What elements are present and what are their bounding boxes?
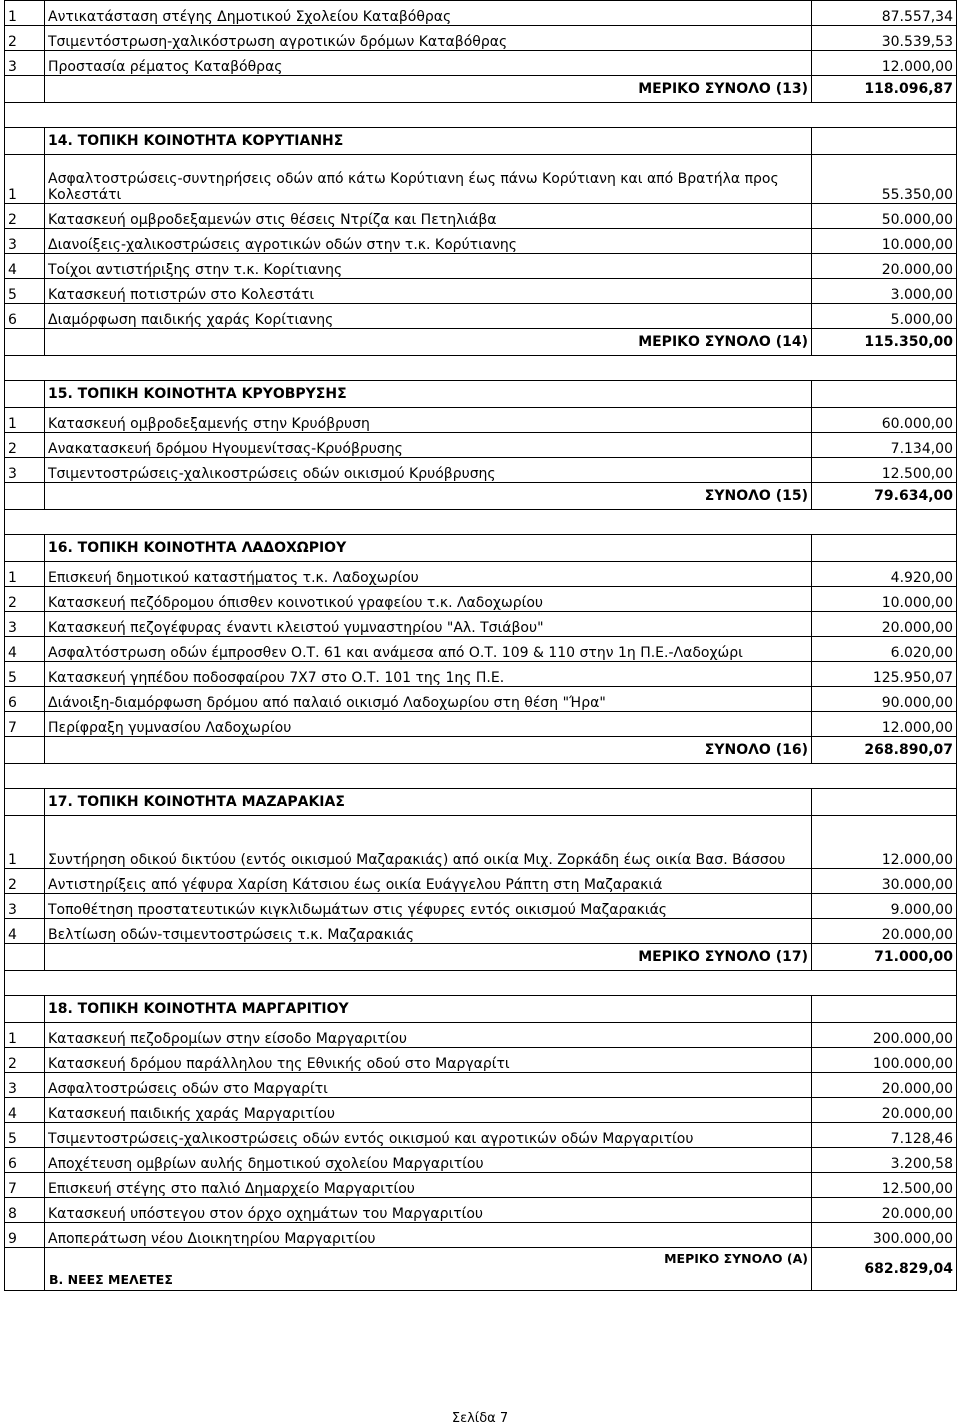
table-row <box>5 1173 957 1198</box>
final-row <box>5 1248 957 1291</box>
item-number: 3 <box>5 51 45 76</box>
item-amount: 12.500,00 <box>812 458 957 483</box>
subtotal-label: ΣΥΝΟΛΟ (16) <box>45 737 812 764</box>
empty-cell <box>5 971 957 996</box>
subtotal-label: ΜΕΡΙΚΟ ΣΥΝΟΛΟ (13) <box>45 76 812 103</box>
item-amount: 125.950,07 <box>812 662 957 687</box>
subtotal-amount: 682.829,04 <box>812 1248 957 1291</box>
blank-row <box>5 356 957 381</box>
subtotal-amount: 71.000,00 <box>812 944 957 971</box>
subtotal-amount: 118.096,87 <box>812 76 957 103</box>
item-number: 1 <box>5 1023 45 1048</box>
item-number: 2 <box>5 869 45 894</box>
table-row <box>5 304 957 329</box>
section-row <box>5 535 957 562</box>
item-description: Διαμόρφωση παιδικής χαράς Κορίτιανης <box>45 304 812 329</box>
subtotal-amount: 268.890,07 <box>812 737 957 764</box>
item-description: Αντικατάσταση στέγης Δημοτικού Σχολείου Καταβόθρας <box>45 1 812 26</box>
item-number: 5 <box>5 662 45 687</box>
item-amount: 30.539,53 <box>812 26 957 51</box>
item-amount: 12.000,00 <box>812 816 957 869</box>
item-amount: 90.000,00 <box>812 687 957 712</box>
table-row <box>5 1223 957 1248</box>
item-description: Κατασκευή πεζοδρομίων στην είσοδο Μαργαριτίου <box>45 1023 812 1048</box>
subtotal-label: ΜΕΡΙΚΟ ΣΥΝΟΛΟ (Α) <box>664 1251 808 1266</box>
item-number: 2 <box>5 433 45 458</box>
item-number: 4 <box>5 1098 45 1123</box>
item-description: Τσιμεντοστρώσεις-χαλικοστρώσεις οδών εντός οικισμού και αγροτικών οδών Μαργαριτίου <box>45 1123 812 1148</box>
item-amount: 10.000,00 <box>812 587 957 612</box>
item-amount: 55.350,00 <box>812 155 957 204</box>
item-number: 4 <box>5 637 45 662</box>
table-row <box>5 279 957 304</box>
item-description: Διάνοιξη-διαμόρφωση δρόμου από παλαιό οικισμό Λαδοχωρίου στη θέση "Ήρα" <box>45 687 812 712</box>
item-description: Επισκευή δημοτικού καταστήματος τ.κ. Λαδοχωρίου <box>45 562 812 587</box>
table-row <box>5 408 957 433</box>
section-title: 18. ΤΟΠΙΚΗ ΚΟΙΝΟΤΗΤΑ ΜΑΡΓΑΡΙΤΙΟΥ <box>45 996 812 1023</box>
item-description: Ασφαλτοστρώσεις οδών στο Μαργαρίτι <box>45 1073 812 1098</box>
table-row <box>5 51 957 76</box>
item-number: 1 <box>5 816 45 869</box>
item-amount: 20.000,00 <box>812 612 957 637</box>
section-row <box>5 128 957 155</box>
item-number: 1 <box>5 155 45 204</box>
table-row <box>5 1048 957 1073</box>
empty-cell <box>5 789 45 816</box>
item-amount: 5.000,00 <box>812 304 957 329</box>
item-amount: 20.000,00 <box>812 1098 957 1123</box>
item-number: 7 <box>5 712 45 737</box>
item-description: Αντιστηρίξεις από γέφυρα Χαρίση Κάτσιου έως οικία Ευάγγελου Ράπτη στη Μαζαρακιά <box>45 869 812 894</box>
item-amount: 9.000,00 <box>812 894 957 919</box>
item-amount: 10.000,00 <box>812 229 957 254</box>
subtotal-label: ΣΥΝΟΛΟ (15) <box>45 483 812 510</box>
item-number: 3 <box>5 458 45 483</box>
section-title: 17. ΤΟΠΙΚΗ ΚΟΙΝΟΤΗΤΑ ΜΑΖΑΡΑΚΙΑΣ <box>45 789 812 816</box>
item-description: Κατασκευή πεζόδρομου όπισθεν κοινοτικού γραφείου τ.κ. Λαδοχωρίου <box>45 587 812 612</box>
item-amount: 100.000,00 <box>812 1048 957 1073</box>
item-amount: 12.000,00 <box>812 51 957 76</box>
item-description: Βελτίωση οδών-τσιμεντοστρώσεις τ.κ. Μαζαρακιάς <box>45 919 812 944</box>
item-description: Αποχέτευση ομβρίων αυλής δημοτικού σχολείου Μαργαριτίου <box>45 1148 812 1173</box>
section-row <box>5 789 957 816</box>
item-number: 2 <box>5 26 45 51</box>
table-row <box>5 433 957 458</box>
empty-cell <box>5 764 957 789</box>
section-title: Β. ΝΕΕΣ ΜΕΛΕΤΕΣ <box>49 1272 173 1287</box>
empty-cell <box>5 356 957 381</box>
item-number: 4 <box>5 919 45 944</box>
item-amount: 300.000,00 <box>812 1223 957 1248</box>
item-amount: 20.000,00 <box>812 1073 957 1098</box>
empty-cell <box>5 535 45 562</box>
item-description: Ασφαλτόστρωση οδών έμπροσθεν Ο.Τ. 61 και ανάμεσα από Ο.Τ. 109 & 110 στην 1η Π.Ε.-Λαδοχώρι <box>45 637 812 662</box>
table-row <box>5 254 957 279</box>
table-row <box>5 562 957 587</box>
item-number: 3 <box>5 894 45 919</box>
item-number: 2 <box>5 587 45 612</box>
table-row <box>5 662 957 687</box>
item-amount: 20.000,00 <box>812 254 957 279</box>
subtotal-amount: 115.350,00 <box>812 329 957 356</box>
empty-cell <box>812 535 957 562</box>
table-row <box>5 1098 957 1123</box>
empty-cell <box>5 1248 45 1291</box>
section-row <box>5 381 957 408</box>
item-number: 5 <box>5 279 45 304</box>
section-title: 15. ΤΟΠΙΚΗ ΚΟΙΝΟΤΗΤΑ ΚΡΥΟΒΡΥΣΗΣ <box>45 381 812 408</box>
item-number: 4 <box>5 254 45 279</box>
table-row <box>5 1 957 26</box>
item-description: Αποπεράτωση νέου Διοικητηρίου Μαργαριτίου <box>45 1223 812 1248</box>
item-amount: 4.920,00 <box>812 562 957 587</box>
item-number: 6 <box>5 304 45 329</box>
empty-cell <box>5 103 957 128</box>
item-description: Επισκευή στέγης στο παλιό Δημαρχείο Μαργαριτίου <box>45 1173 812 1198</box>
item-number: 3 <box>5 612 45 637</box>
item-amount: 7.134,00 <box>812 433 957 458</box>
table-row <box>5 587 957 612</box>
subtotal-row <box>5 944 957 971</box>
item-description: Ανακατασκευή δρόμου Ηγουμενίτσας-Κρυόβρυσης <box>45 433 812 458</box>
item-description: Ασφαλτοστρώσεις-συντηρήσεις οδών από κάτω Κορύτιανη έως πάνω Κορύτιανη και από Βρατήλα προς Κολεστάτι <box>45 155 812 204</box>
section-row <box>5 996 957 1023</box>
table-row <box>5 1073 957 1098</box>
item-description: Διανοίξεις-χαλικοστρώσεις αγροτικών οδών στην τ.κ. Κορύτιανης <box>45 229 812 254</box>
item-description: Τοίχοι αντιστήριξης στην τ.κ. Κορίτιανης <box>45 254 812 279</box>
subtotal-row <box>5 329 957 356</box>
item-number: 5 <box>5 1123 45 1148</box>
item-description: Κατασκευή ομβροδεξαμενών στις θέσεις Ντρίζα και Πετηλιάβα <box>45 204 812 229</box>
item-number: 1 <box>5 1 45 26</box>
item-amount: 200.000,00 <box>812 1023 957 1048</box>
empty-cell <box>5 76 45 103</box>
table-row <box>5 687 957 712</box>
subtotal-row <box>5 737 957 764</box>
item-description: Τσιμεντόστρωση-χαλικόστρωση αγροτικών δρόμων Καταβόθρας <box>45 26 812 51</box>
table-row <box>5 1123 957 1148</box>
table-row <box>5 204 957 229</box>
table-row <box>5 894 957 919</box>
item-description: Κατασκευή πεζογέφυρας έναντι κλειστού γυμναστηρίου "Αλ. Τσιάβου" <box>45 612 812 637</box>
table-row <box>5 458 957 483</box>
item-number: 2 <box>5 1048 45 1073</box>
item-number: 8 <box>5 1198 45 1223</box>
empty-cell <box>812 789 957 816</box>
subtotal-row <box>5 76 957 103</box>
subtotal-label: ΜΕΡΙΚΟ ΣΥΝΟΛΟ (17) <box>45 944 812 971</box>
empty-cell <box>5 996 45 1023</box>
item-number: 6 <box>5 1148 45 1173</box>
item-description: Κατασκευή δρόμου παράλληλου της Εθνικής οδού στο Μαργαρίτι <box>45 1048 812 1073</box>
table-row <box>5 712 957 737</box>
item-amount: 7.128,46 <box>812 1123 957 1148</box>
table-row <box>5 1148 957 1173</box>
item-amount: 12.500,00 <box>812 1173 957 1198</box>
empty-cell <box>5 381 45 408</box>
empty-cell <box>812 381 957 408</box>
empty-cell <box>812 996 957 1023</box>
section-title: 16. ΤΟΠΙΚΗ ΚΟΙΝΟΤΗΤΑ ΛΑΔΟΧΩΡΙΟΥ <box>45 535 812 562</box>
final-cell <box>45 1248 812 1291</box>
item-amount: 6.020,00 <box>812 637 957 662</box>
empty-cell <box>5 944 45 971</box>
item-description: Τοποθέτηση προστατευτικών κιγκλιδωμάτων στις γέφυρες εντός οικισμού Μαζαρακιάς <box>45 894 812 919</box>
table-row <box>5 229 957 254</box>
page-footer: Σελίδα 7 <box>451 1411 509 1426</box>
empty-cell <box>5 128 45 155</box>
blank-row <box>5 510 957 535</box>
item-amount: 3.000,00 <box>812 279 957 304</box>
item-number: 1 <box>5 408 45 433</box>
section-title: 14. ΤΟΠΙΚΗ ΚΟΙΝΟΤΗΤΑ ΚΟΡΥΤΙΑΝΗΣ <box>45 128 812 155</box>
empty-cell <box>812 128 957 155</box>
table-row <box>5 1023 957 1048</box>
item-description: Συντήρηση οδικού δικτύου (εντός οικισμού Μαζαρακιάς) από οικία Μιχ. Ζορκάδη έως οικία Βασ. Βάσσου <box>45 816 812 869</box>
table-row <box>5 919 957 944</box>
item-amount: 60.000,00 <box>812 408 957 433</box>
item-number: 6 <box>5 687 45 712</box>
empty-cell <box>5 737 45 764</box>
empty-cell <box>5 483 45 510</box>
item-description: Περίφραξη γυμνασίου Λαδοχωρίου <box>45 712 812 737</box>
empty-cell <box>5 329 45 356</box>
subtotal-amount: 79.634,00 <box>812 483 957 510</box>
item-description: Κατασκευή υπόστεγου στον όρχο οχημάτων του Μαργαριτίου <box>45 1198 812 1223</box>
table-row <box>5 612 957 637</box>
item-number: 3 <box>5 1073 45 1098</box>
table-row <box>5 637 957 662</box>
table-row <box>5 816 957 869</box>
item-amount: 50.000,00 <box>812 204 957 229</box>
item-number: 7 <box>5 1173 45 1198</box>
item-description: Προστασία ρέματος Καταβόθρας <box>45 51 812 76</box>
item-amount: 20.000,00 <box>812 919 957 944</box>
table-row <box>5 1198 957 1223</box>
item-description: Τσιμεντοστρώσεις-χαλικοστρώσεις οδών οικισμού Κρυόβρυσης <box>45 458 812 483</box>
subtotal-label: ΜΕΡΙΚΟ ΣΥΝΟΛΟ (14) <box>45 329 812 356</box>
subtotal-row <box>5 483 957 510</box>
empty-cell <box>5 510 957 535</box>
item-number: 2 <box>5 204 45 229</box>
table-row <box>5 869 957 894</box>
blank-row <box>5 764 957 789</box>
table-row <box>5 26 957 51</box>
item-amount: 12.000,00 <box>812 712 957 737</box>
item-number: 3 <box>5 229 45 254</box>
item-amount: 3.200,58 <box>812 1148 957 1173</box>
blank-row <box>5 971 957 996</box>
item-amount: 30.000,00 <box>812 869 957 894</box>
item-amount: 87.557,34 <box>812 1 957 26</box>
item-description: Κατασκευή ομβροδεξαμενής στην Κρυόβρυση <box>45 408 812 433</box>
item-description: Κατασκευή ποτιστρών στο Κολεστάτι <box>45 279 812 304</box>
budget-table <box>4 0 957 1291</box>
item-amount: 20.000,00 <box>812 1198 957 1223</box>
item-description: Κατασκευή γηπέδου ποδοσφαίρου 7Χ7 στο Ο.Τ. 101 της 1ης Π.Ε. <box>45 662 812 687</box>
blank-row <box>5 103 957 128</box>
table-row <box>5 155 957 204</box>
item-number: 1 <box>5 562 45 587</box>
item-description: Κατασκευή παιδικής χαράς Μαργαριτίου <box>45 1098 812 1123</box>
item-number: 9 <box>5 1223 45 1248</box>
